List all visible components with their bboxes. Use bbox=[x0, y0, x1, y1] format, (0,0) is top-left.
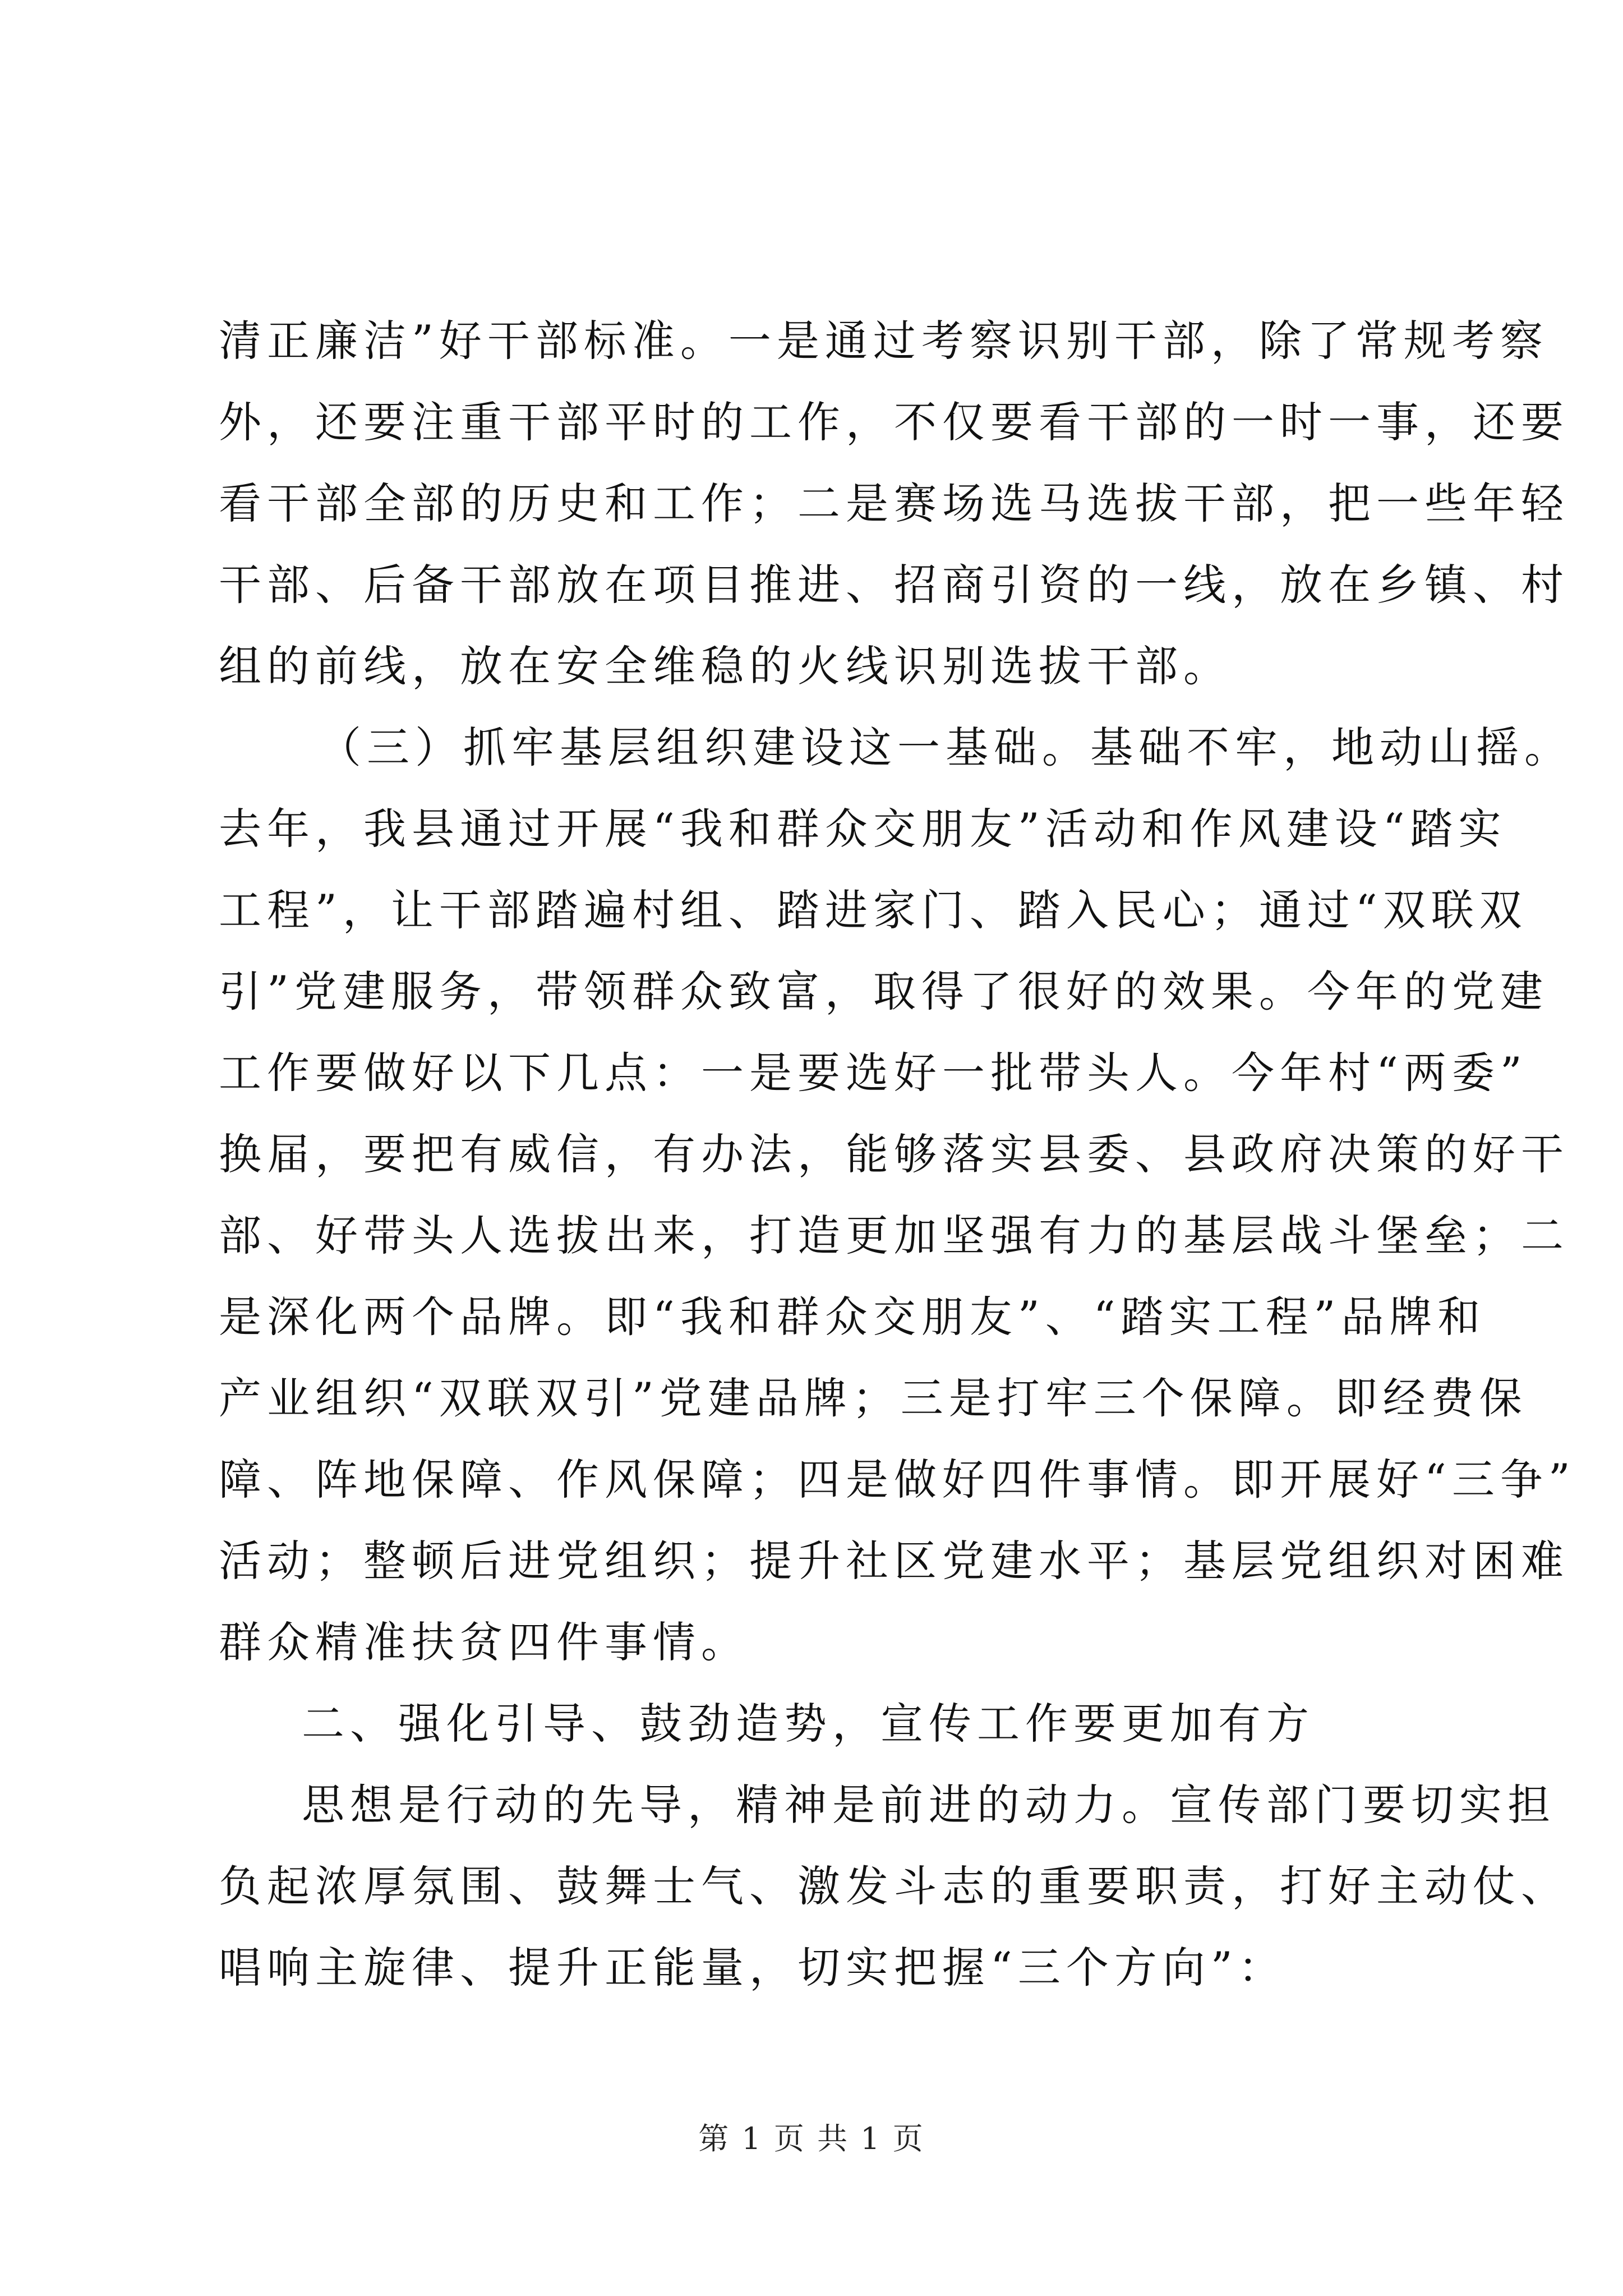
text-line: 负起浓厚氛围、鼓舞士气、激发斗志的重要职责，打好主动仗、 bbox=[219, 1861, 1569, 1911]
text-line: 引”党建服务，带领群众致富，取得了很好的效果。今年的党建 bbox=[219, 967, 1548, 1016]
section-heading-line: （三）抓牢基层组织建设这一基础。基础不牢，地动山摇。 bbox=[319, 723, 1573, 772]
document-body bbox=[219, 300, 1576, 2008]
text-line: 部、好带头人选拔出来，打造更加坚强有力的基层战斗堡垒；二 bbox=[219, 1211, 1569, 1260]
text-line: 换届，要把有威信，有办法，能够落实县委、县政府决策的好干 bbox=[219, 1129, 1569, 1179]
text-line: 干部、后备干部放在项目推进、招商引资的一线，放在乡镇、村 bbox=[219, 560, 1569, 610]
text-line: 产业组织“双联双引”党建品牌；三是打牢三个保障。即经费保 bbox=[219, 1373, 1528, 1423]
text-line: 工作要做好以下几点：一是要选好一批带头人。今年村“两委” bbox=[219, 1048, 1528, 1098]
text-line: 是深化两个品牌。即“我和群众交朋友”、“踏实工程”品牌和 bbox=[219, 1292, 1486, 1342]
text-line: 看干部全部的历史和工作；二是赛场选马选拔干部，把一些年轻 bbox=[219, 478, 1569, 528]
text-line: 清正廉洁”好干部标准。一是通过考察识别干部，除了常规考察 bbox=[219, 316, 1548, 366]
text-line: 思想是行动的先导，精神是前进的动力。宣传部门要切实担 bbox=[302, 1780, 1556, 1830]
text-line: 群众精准扶贫四件事情。 bbox=[219, 1617, 749, 1667]
section-heading: 二、强化引导、鼓劲造势，宣传工作要更加有方 bbox=[302, 1699, 1315, 1749]
text-line: 去年，我县通过开展“我和群众交朋友”活动和作风建设“踏实 bbox=[219, 804, 1507, 854]
text-line: 外，还要注重干部平时的工作，不仅要看干部的一时一事，还要 bbox=[219, 397, 1569, 447]
text-line: 活动；整顿后进党组织；提升社区党建水平；基层党组织对困难 bbox=[219, 1536, 1569, 1586]
text-line: 障、阵地保障、作风保障；四是做好四件事情。即开展好“三争” bbox=[219, 1455, 1576, 1504]
text-line: 组的前线，放在安全维稳的火线识别选拔干部。 bbox=[219, 641, 1232, 691]
page-number-footer: 第 1 页 共 1 页 bbox=[698, 2121, 925, 2156]
text-line: 工程”，让干部踏遍村组、踏进家门、踏入民心；通过“双联双 bbox=[219, 885, 1528, 935]
text-line: 唱响主旋律、提升正能量，切实把握“三个方向”： bbox=[219, 1943, 1287, 1993]
